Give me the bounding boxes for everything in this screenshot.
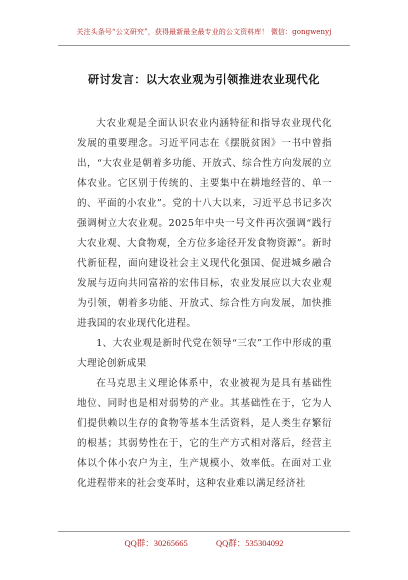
qq-group-right: QQ群：535304092 xyxy=(215,538,284,548)
header-divider xyxy=(58,45,350,46)
qq-group-left: QQ群：30265665 xyxy=(124,538,188,548)
footer-divider xyxy=(58,531,350,532)
footer-contact xyxy=(0,537,408,549)
document-body xyxy=(77,114,332,494)
header-notice: 关注头条号“公文研究”，获得最新最全最专业的公文资料库！ 微信：gongwenyj xyxy=(76,28,332,36)
paragraph-intro: 大农业观是全面认识农业内涵特征和指导农业现代化发展的重要理念。习近平同志在《摆脱贫困》一书中曾指出，“大农业是朝着多功能、开放式、综合性方向发展的立体农业。它区别于传统的、主要集中在耕地经营的、单一的、平面的小农业”。党的十八大以来，习近平总书记多次强调树立大农业观。2025年中央一号文件再次强调“践行大农业观、大食物观，全方位多途径开发食物资源”。新时代新征程，面向建设社会主义现代化强国、促进城乡融合发展与迈向共同富裕的宏伟目标，农业发展应以大农业观为引领，朝着多功能、开放式、综合性方向发展，加快推进我国的农业现代化进程。 xyxy=(77,118,332,329)
paragraph-section-1: 在马克思主义理论体系中，农业被视为是具有基础性地位、同时也是相对弱势的产业。其基础性在于，它为人们提供赖以生存的食物等基本生活资料，是人类生存繁衍的根基；其弱势性在于，它的生产方式相对落后，经营主体以个体小农户为主，生产规模小、效率低。在面对工业化进程带来的社会变革时，这种农业难以满足经济社 xyxy=(77,378,332,489)
section-heading-1: 1、大农业观是新时代党在领导“三农”工作中形成的重大理论创新成果 xyxy=(77,338,332,369)
document-title: 研讨发言：以大农业观为引领推进农业现代化 xyxy=(88,73,320,86)
